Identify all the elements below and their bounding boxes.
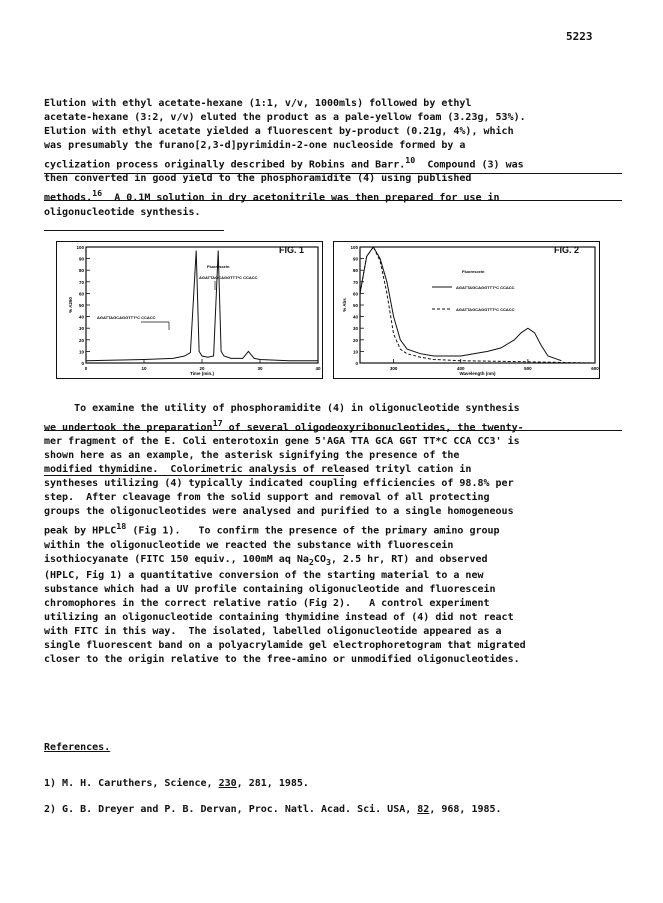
x-tick-label: 10 — [141, 366, 147, 371]
text-line: with FITC in this way. The isolated, labelled oligonucleotide appeared as a — [44, 625, 502, 637]
y-tick-label: 20 — [352, 337, 358, 343]
y-tick-label: 50 — [78, 303, 84, 308]
text-line: substance which had a UV profile containing oligonucleotide and fluorescein — [44, 583, 496, 595]
text-line — [44, 186, 622, 205]
figure-2-svg — [334, 242, 599, 378]
citation-superscript: 10 — [405, 155, 416, 165]
hplc-trace-line — [86, 251, 318, 361]
text-line: Elution with ethyl acetate-hexane (1:1, v/v, 1000mls) followed by ethyl — [44, 98, 472, 109]
text-line: step. After cleavage from the solid support and removal of all protecting — [44, 492, 490, 504]
text-line: closer to the origin relative to the free-amino or unmodified oligonucleotides. — [44, 653, 520, 665]
text-fragment: methods. — [44, 192, 93, 204]
text-line — [44, 519, 622, 538]
text-fragment: peak by HPLC — [44, 525, 117, 537]
scan-rule-line — [44, 200, 622, 201]
text-line — [44, 553, 622, 569]
paragraph-main — [44, 402, 622, 667]
figure-1-title: FIG. 1 — [279, 245, 305, 255]
legend-dashed-label: AGATTAGCAGGTTT*C CCACC — [456, 307, 515, 312]
amino-oligo-spectrum-line — [360, 247, 595, 363]
y-tick-label: 60 — [78, 291, 84, 297]
figure-2-uv-spectrum — [333, 241, 600, 379]
y-tick-label: 40 — [352, 314, 358, 320]
reference-text: , 281, 1985. — [236, 778, 309, 789]
scan-rule-line — [44, 475, 344, 476]
y-tick-label: 0 — [81, 361, 84, 366]
text-fragment: A 0.1M solution in dry acetonitrile was then prepared for use in — [114, 192, 500, 204]
text-fragment: , 2.5 hr, RT) and observed — [330, 553, 488, 565]
figure-2-title: FIG. 2 — [554, 245, 580, 255]
y-tick-label: 20 — [78, 337, 84, 343]
x-tick-label: 300 — [389, 366, 398, 371]
text-fragment: (Fig 1). To confirm the presence of the primary amino group — [132, 525, 500, 537]
peak-label-amino: AGATTAGCAGGTTT*C CCACC — [97, 315, 156, 320]
reference-volume: 82 — [417, 804, 430, 815]
citation-superscript: 16 — [92, 188, 103, 199]
y-tick-label: 90 — [352, 256, 358, 262]
x-tick-label: 30 — [257, 366, 263, 371]
x-tick-label: 40 — [315, 366, 321, 371]
citation-superscript: 18 — [116, 521, 127, 532]
y-tick-label: 80 — [78, 268, 84, 274]
citation-superscript: 17 — [212, 418, 223, 428]
x-axis-label: Time (min.) — [190, 371, 214, 376]
text-fragment: of several oligodeoxyribonucleotides, the twenty- — [228, 422, 524, 434]
text-line: modified thymidine. Colorimetric analysis of released trityl cation in — [44, 464, 472, 476]
peak-label-fluorescein: AGATTAGCAGGTTT*C CCACC — [199, 275, 258, 280]
text-fragment: cyclization process originally described by Robins and Barr. — [44, 159, 406, 171]
page-number: 5223 — [566, 30, 593, 43]
y-axis-label: % A260 — [68, 297, 73, 313]
subscript: 3 — [325, 556, 331, 567]
x-tick-label: 500 — [524, 366, 532, 371]
x-tick-label: 400 — [456, 366, 465, 371]
legend-head: Fluorescein — [462, 269, 485, 274]
text-line: chromophores in the correct relative ratio (Fig 2). A control experiment — [44, 597, 490, 609]
x-tick-label: 600 — [591, 366, 599, 371]
text-fragment: CO — [313, 553, 326, 565]
y-tick-label: 0 — [355, 361, 358, 366]
reference-text: , 968, 1985. — [429, 804, 502, 815]
fluorescein-labelled-spectrum-line — [360, 247, 561, 361]
y-tick-label: 30 — [352, 326, 358, 332]
y-tick-label: 60 — [352, 291, 358, 297]
scan-rule-line — [44, 230, 224, 231]
x-tick-label: 20 — [199, 366, 205, 371]
reference-item — [44, 778, 309, 789]
text-line: mer fragment of the E. Coli enterotoxin gene 5'AGA TTA GCA GGT TT*C CCA CC3' is — [44, 436, 520, 448]
figure-1-hplc — [56, 241, 323, 379]
references-heading: References. — [44, 742, 111, 753]
y-tick-label: 100 — [76, 245, 84, 250]
figure-1-svg — [57, 242, 322, 378]
scan-rule-line — [44, 173, 622, 174]
y-tick-label: 30 — [78, 326, 84, 332]
text-line: To examine the utility of phosphoramidite (4) in oligonucleotide synthesis — [44, 403, 520, 414]
text-line: syntheses utilizing (4) typically indicated coupling efficiencies of 98.8% per — [44, 478, 514, 490]
x-axis-label: Wavelength (nm) — [459, 371, 496, 376]
plot-frame — [360, 247, 595, 363]
y-tick-label: 70 — [352, 279, 358, 285]
y-tick-label: 10 — [78, 349, 84, 355]
text-fragment: Compound (3) was — [427, 159, 524, 171]
text-line: shown here as an example, the asterisk signifying the presence of the — [44, 450, 460, 462]
y-tick-label: 90 — [78, 256, 84, 262]
x-tick-label: 0 — [84, 366, 88, 371]
text-fragment: isothiocyanate (FITC 150 equiv., 100mM aq Na — [44, 553, 309, 565]
scan-rule-line — [44, 430, 622, 431]
y-axis-label: % Abs — [342, 298, 347, 312]
reference-item — [44, 804, 502, 815]
y-tick-label: 10 — [352, 349, 358, 355]
y-tick-label: 80 — [352, 268, 358, 274]
reference-text: 2) G. B. Dreyer and P. B. Dervan, Proc. Natl. Acad. Sci. USA, — [44, 804, 418, 815]
plot-frame — [86, 247, 318, 363]
text-line — [44, 416, 622, 435]
text-line: within the oligonucleotide we reacted the substance with fluorescein — [44, 539, 454, 551]
reference-text: 1) M. H. Caruthers, Science, — [44, 778, 219, 789]
text-line: then converted in good yield to the phosphoramidite (4) using published — [44, 173, 472, 185]
text-line: Elution with ethyl acetate yielded a fluorescent by-product (0.21g, 4%), which — [44, 126, 514, 137]
legend-solid-label: AGATTAGCAGGTTT*C CCACC — [456, 285, 515, 290]
y-tick-label: 70 — [78, 279, 84, 285]
text-line: acetate-hexane (3:2, v/v) eluted the product as a pale-yellow foam (3.23g, 53%). — [44, 112, 526, 123]
y-tick-label: 50 — [352, 303, 358, 308]
text-line: was presumably the furano[2,3-d]pyrimidin-2-one nucleoside formed by a — [44, 140, 466, 151]
text-line: oligonucleotide synthesis. — [44, 206, 201, 218]
y-tick-label: 40 — [78, 314, 84, 320]
subscript: 2 — [308, 556, 314, 567]
fluorescein-label: Fluorescein — [207, 264, 230, 269]
text-line: (HPLC, Fig 1) a quantitative conversion of the starting material to a new — [44, 569, 484, 581]
y-tick-label: 100 — [350, 245, 358, 250]
reference-volume: 230 — [218, 778, 237, 789]
text-line: utilizing an oligonucleotide containing thymidine instead of (4) did not react — [44, 611, 514, 623]
text-line: groups the oligonucleotides were analysed and purified to a single homogeneous — [44, 506, 514, 518]
text-line: single fluorescent band on a polyacrylamide gel electrophoretogram that migrated — [44, 639, 526, 651]
text-fragment: we undertook the preparation — [44, 422, 213, 434]
paragraph-elution — [44, 97, 622, 220]
text-line — [44, 153, 622, 172]
